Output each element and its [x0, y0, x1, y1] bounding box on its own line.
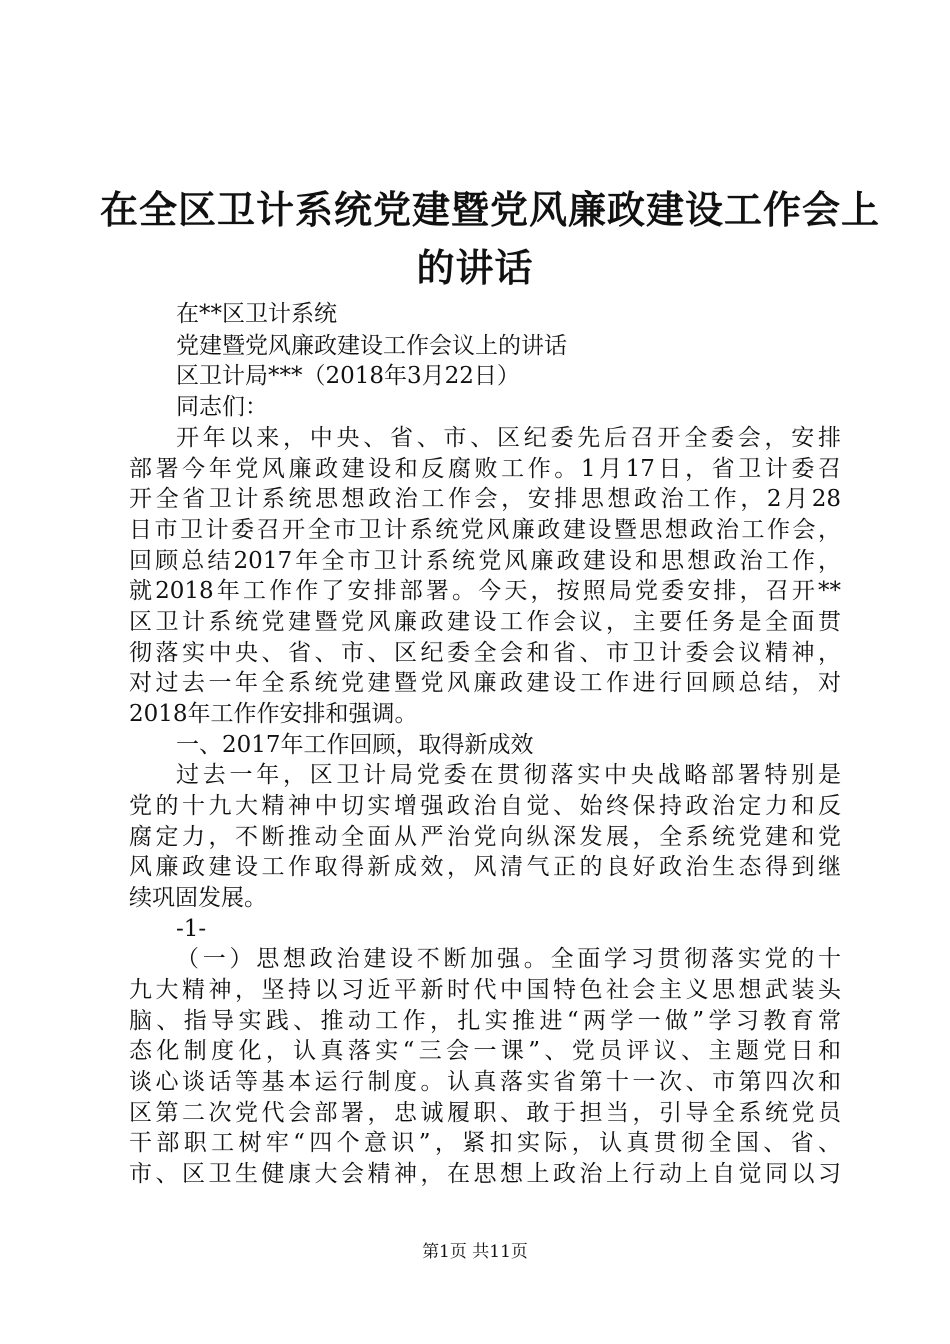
section-heading: 一、2017年工作回顾，取得新成效	[176, 732, 534, 758]
paragraph-line: 风廉政建设工作取得新成效，风清气正的良好政治生态得到继	[129, 854, 841, 880]
paragraph-line: 日市卫计委召开全市卫计系统党风廉政建设暨思想政治工作会，	[129, 517, 841, 543]
paragraph-line: 部署今年党风廉政建设和反腐败工作。1月17日，省卫计委召	[129, 456, 841, 482]
paragraph-line: 就2018年工作作了安排部署。今天，按照局党委安排，召开**	[129, 578, 841, 604]
paragraph-line: 态化制度化，认真落实“三会一课”、党员评议、主题党日和	[129, 1038, 841, 1064]
paragraph-line: 开全省卫计系统思想政治工作会，安排思想政治工作，2月28	[129, 486, 841, 512]
page-marker: -1-	[176, 916, 207, 942]
document-title-line-2: 的讲话	[416, 245, 534, 290]
paragraph-line: 过去一年，区卫计局党委在贯彻落实中央战略部署特别是	[176, 762, 841, 788]
salutation: 同志们：	[176, 394, 268, 420]
paragraph-line: 开年以来，中央、省、市、区纪委先后召开全委会，安排	[176, 425, 841, 451]
paragraph-line: 彻落实中央、省、市、区纪委全会和省、市卫计委会议精神，	[129, 640, 841, 666]
header-line: 区卫计局***（2018年3月22日）	[176, 363, 520, 389]
paragraph-line: 回顾总结2017年全市卫计系统党风廉政建设和思想政治工作，	[129, 548, 841, 574]
paragraph-line: 市、区卫生健康大会精神，在思想上政治上行动上自觉同以习	[129, 1161, 841, 1187]
paragraph-line: 党的十九大精神中切实增强政治自觉、始终保持政治定力和反	[129, 793, 841, 819]
header-line: 在**区卫计系统	[176, 301, 337, 327]
paragraph-line: 谈心谈话等基本运行制度。认真落实省第十一次、市第四次和	[129, 1069, 841, 1095]
paragraph-line: 对过去一年全系统党建暨党风廉政建设工作进行回顾总结，对	[129, 670, 841, 696]
paragraph-line: 脑、指导实践、推动工作，扎实推进“两学一做”学习教育常	[129, 1008, 841, 1034]
paragraph-line: 腐定力，不断推动全面从严治党向纵深发展，全系统党建和党	[129, 824, 841, 850]
paragraph-line: （一）思想政治建设不断加强。全面学习贯彻落实党的十	[176, 946, 841, 972]
paragraph-line: 续巩固发展。	[129, 885, 267, 911]
paragraph-line: 区第二次党代会部署，忠诚履职、敢于担当，引导全系统党员	[129, 1100, 841, 1126]
paragraph-line: 九大精神，坚持以习近平新时代中国特色社会主义思想武装头	[129, 977, 841, 1003]
paragraph-line: 干部职工树牢“四个意识”，紧扣实际，认真贯彻全国、省、	[129, 1130, 841, 1156]
page-footer: 第1页 共11页	[422, 1242, 528, 1262]
document-title-line-1: 在全区卫计系统党建暨党风廉政建设工作会上	[100, 187, 881, 232]
paragraph-line: 区卫计系统党建暨党风廉政建设工作会议，主要任务是全面贯	[129, 609, 841, 635]
paragraph-line: 2018年工作作安排和强调。	[129, 701, 418, 727]
header-line: 党建暨党风廉政建设工作会议上的讲话	[176, 333, 567, 359]
